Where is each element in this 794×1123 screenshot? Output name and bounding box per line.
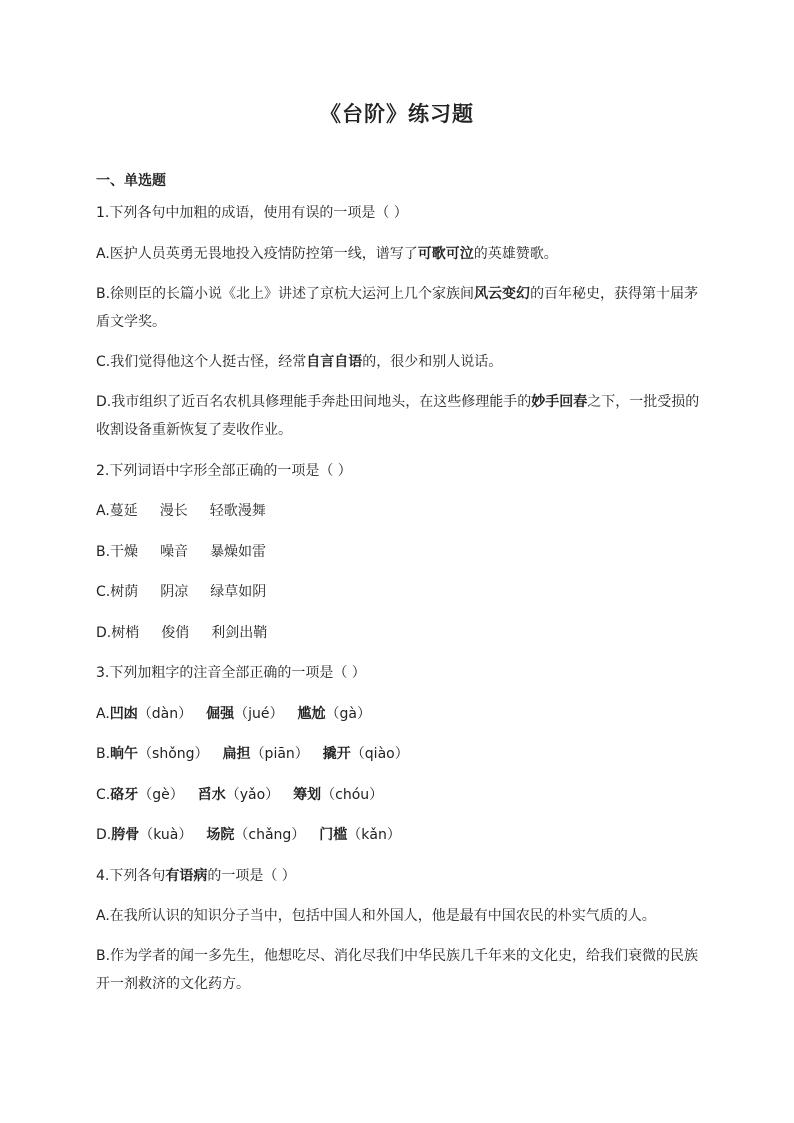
bold-word: 胯骨	[111, 827, 140, 843]
bold-idiom: 妙手回春	[531, 394, 588, 410]
question-3-stem: 3.下列加粗字的注音全部正确的一项是（ ）	[96, 665, 366, 681]
question-3-option-a	[96, 704, 371, 724]
option-text: B.徐则臣的长篇小说《北上》讲述了京杭大运河上几个家族间	[96, 286, 475, 302]
bold-word: 扁担	[222, 746, 251, 762]
question-4-option-a: A.在我所认识的知识分子当中，包括中国人和外国人，他是最有中国农民的朴实气质的人。	[96, 908, 656, 924]
pinyin: （chóu）	[321, 787, 384, 803]
pinyin: （kǎn）	[347, 827, 401, 843]
bold-word: 场院	[206, 827, 235, 843]
question-2-option-b	[96, 542, 266, 562]
stem-text: 的一项是（ ）	[207, 868, 296, 884]
pinyin: （qiào）	[350, 746, 409, 762]
option-word: B.干燥	[96, 544, 139, 560]
section-heading: 一、单选题	[96, 173, 166, 189]
bold-word: 舀水	[197, 787, 226, 803]
option-word: 噪音	[160, 544, 189, 560]
question-1-option-b	[96, 280, 700, 336]
pinyin: （gà）	[325, 706, 371, 722]
option-word: 暴燥如雷	[210, 544, 267, 560]
pinyin: （yǎo）	[225, 787, 280, 803]
question-3-option-b	[96, 744, 409, 764]
question-1-option-c	[96, 352, 502, 372]
bold-word: 硌牙	[110, 787, 139, 803]
bold-idiom: 可歌可泣	[417, 246, 474, 262]
bold-word: 撬开	[322, 746, 351, 762]
option-word: 轻歌漫舞	[209, 503, 266, 519]
stem-text: 4.下列各句	[96, 868, 166, 884]
pinyin: （piān）	[250, 746, 309, 762]
option-word: D.树梢	[96, 625, 140, 641]
option-word: 利剑出鞘	[211, 625, 268, 641]
bold-word: 筹划	[293, 787, 322, 803]
bold-word: 门槛	[319, 827, 348, 843]
option-text: 的百年秘史，获得第十届茅盾文学奖。	[96, 286, 699, 330]
option-word: 漫长	[159, 503, 188, 519]
option-text: 的英雄赞歌。	[473, 246, 558, 262]
option-text: A.医护人员英勇无畏地投入疫情防控第一线，谱写了	[96, 246, 418, 262]
bold-word: 倔强	[206, 706, 235, 722]
option-text: D.我市组织了近百名农机具修理能手奔赴田间地头，在这些修理能手的	[96, 394, 532, 410]
option-word: 阴凉	[160, 584, 189, 600]
option-word: A.蔓延	[96, 503, 138, 519]
question-4-stem	[96, 866, 296, 886]
question-1-option-a	[96, 244, 558, 264]
question-2-option-a	[96, 501, 266, 521]
question-1-option-d	[96, 388, 700, 444]
pinyin: （jué）	[234, 706, 284, 722]
question-4-option-b: B.作为学者的闻一多先生，他想吃尽、消化尽我们中华民族几千年来的文化史，给我们衰微的民族开一剂救济的文化药方。	[96, 948, 699, 992]
pinyin: （shǒng）	[138, 746, 209, 762]
option-text: 的，很少和别人说话。	[362, 354, 503, 370]
bold-word: 有语病	[165, 868, 208, 884]
bold-idiom: 风云变幻	[474, 286, 531, 302]
pinyin: （chǎng）	[234, 827, 306, 843]
page-title: 《台阶》练习题	[320, 102, 474, 126]
option-letter: B.	[96, 746, 111, 762]
option-letter: A.	[96, 706, 110, 722]
option-word: C.树荫	[96, 584, 139, 600]
question-3-option-c	[96, 785, 383, 805]
pinyin: （kuà）	[139, 827, 193, 843]
pinyin: （dàn）	[137, 706, 193, 722]
question-1-stem: 1.下列各句中加粗的成语，使用有误的一项是（ ）	[96, 205, 408, 221]
option-word: 俊俏	[161, 625, 190, 641]
option-text: C.我们觉得他这个人挺古怪，经常	[96, 354, 307, 370]
bold-word: 尴尬	[297, 706, 326, 722]
bold-word: 晌午	[110, 746, 139, 762]
bold-word: 凹凼	[109, 706, 138, 722]
question-2-option-c	[96, 582, 266, 602]
pinyin: （gè）	[138, 787, 184, 803]
question-2-stem: 2.下列词语中字形全部正确的一项是（ ）	[96, 463, 352, 479]
question-3-option-d	[96, 825, 401, 845]
option-letter: C.	[96, 787, 111, 803]
option-word: 绿草如阴	[210, 584, 267, 600]
option-text: 之下，一批受损的收割设备重新恢复了麦收作业。	[96, 394, 700, 438]
question-2-option-d	[96, 623, 267, 643]
option-letter: D.	[96, 827, 112, 843]
bold-idiom: 自言自语	[306, 354, 363, 370]
